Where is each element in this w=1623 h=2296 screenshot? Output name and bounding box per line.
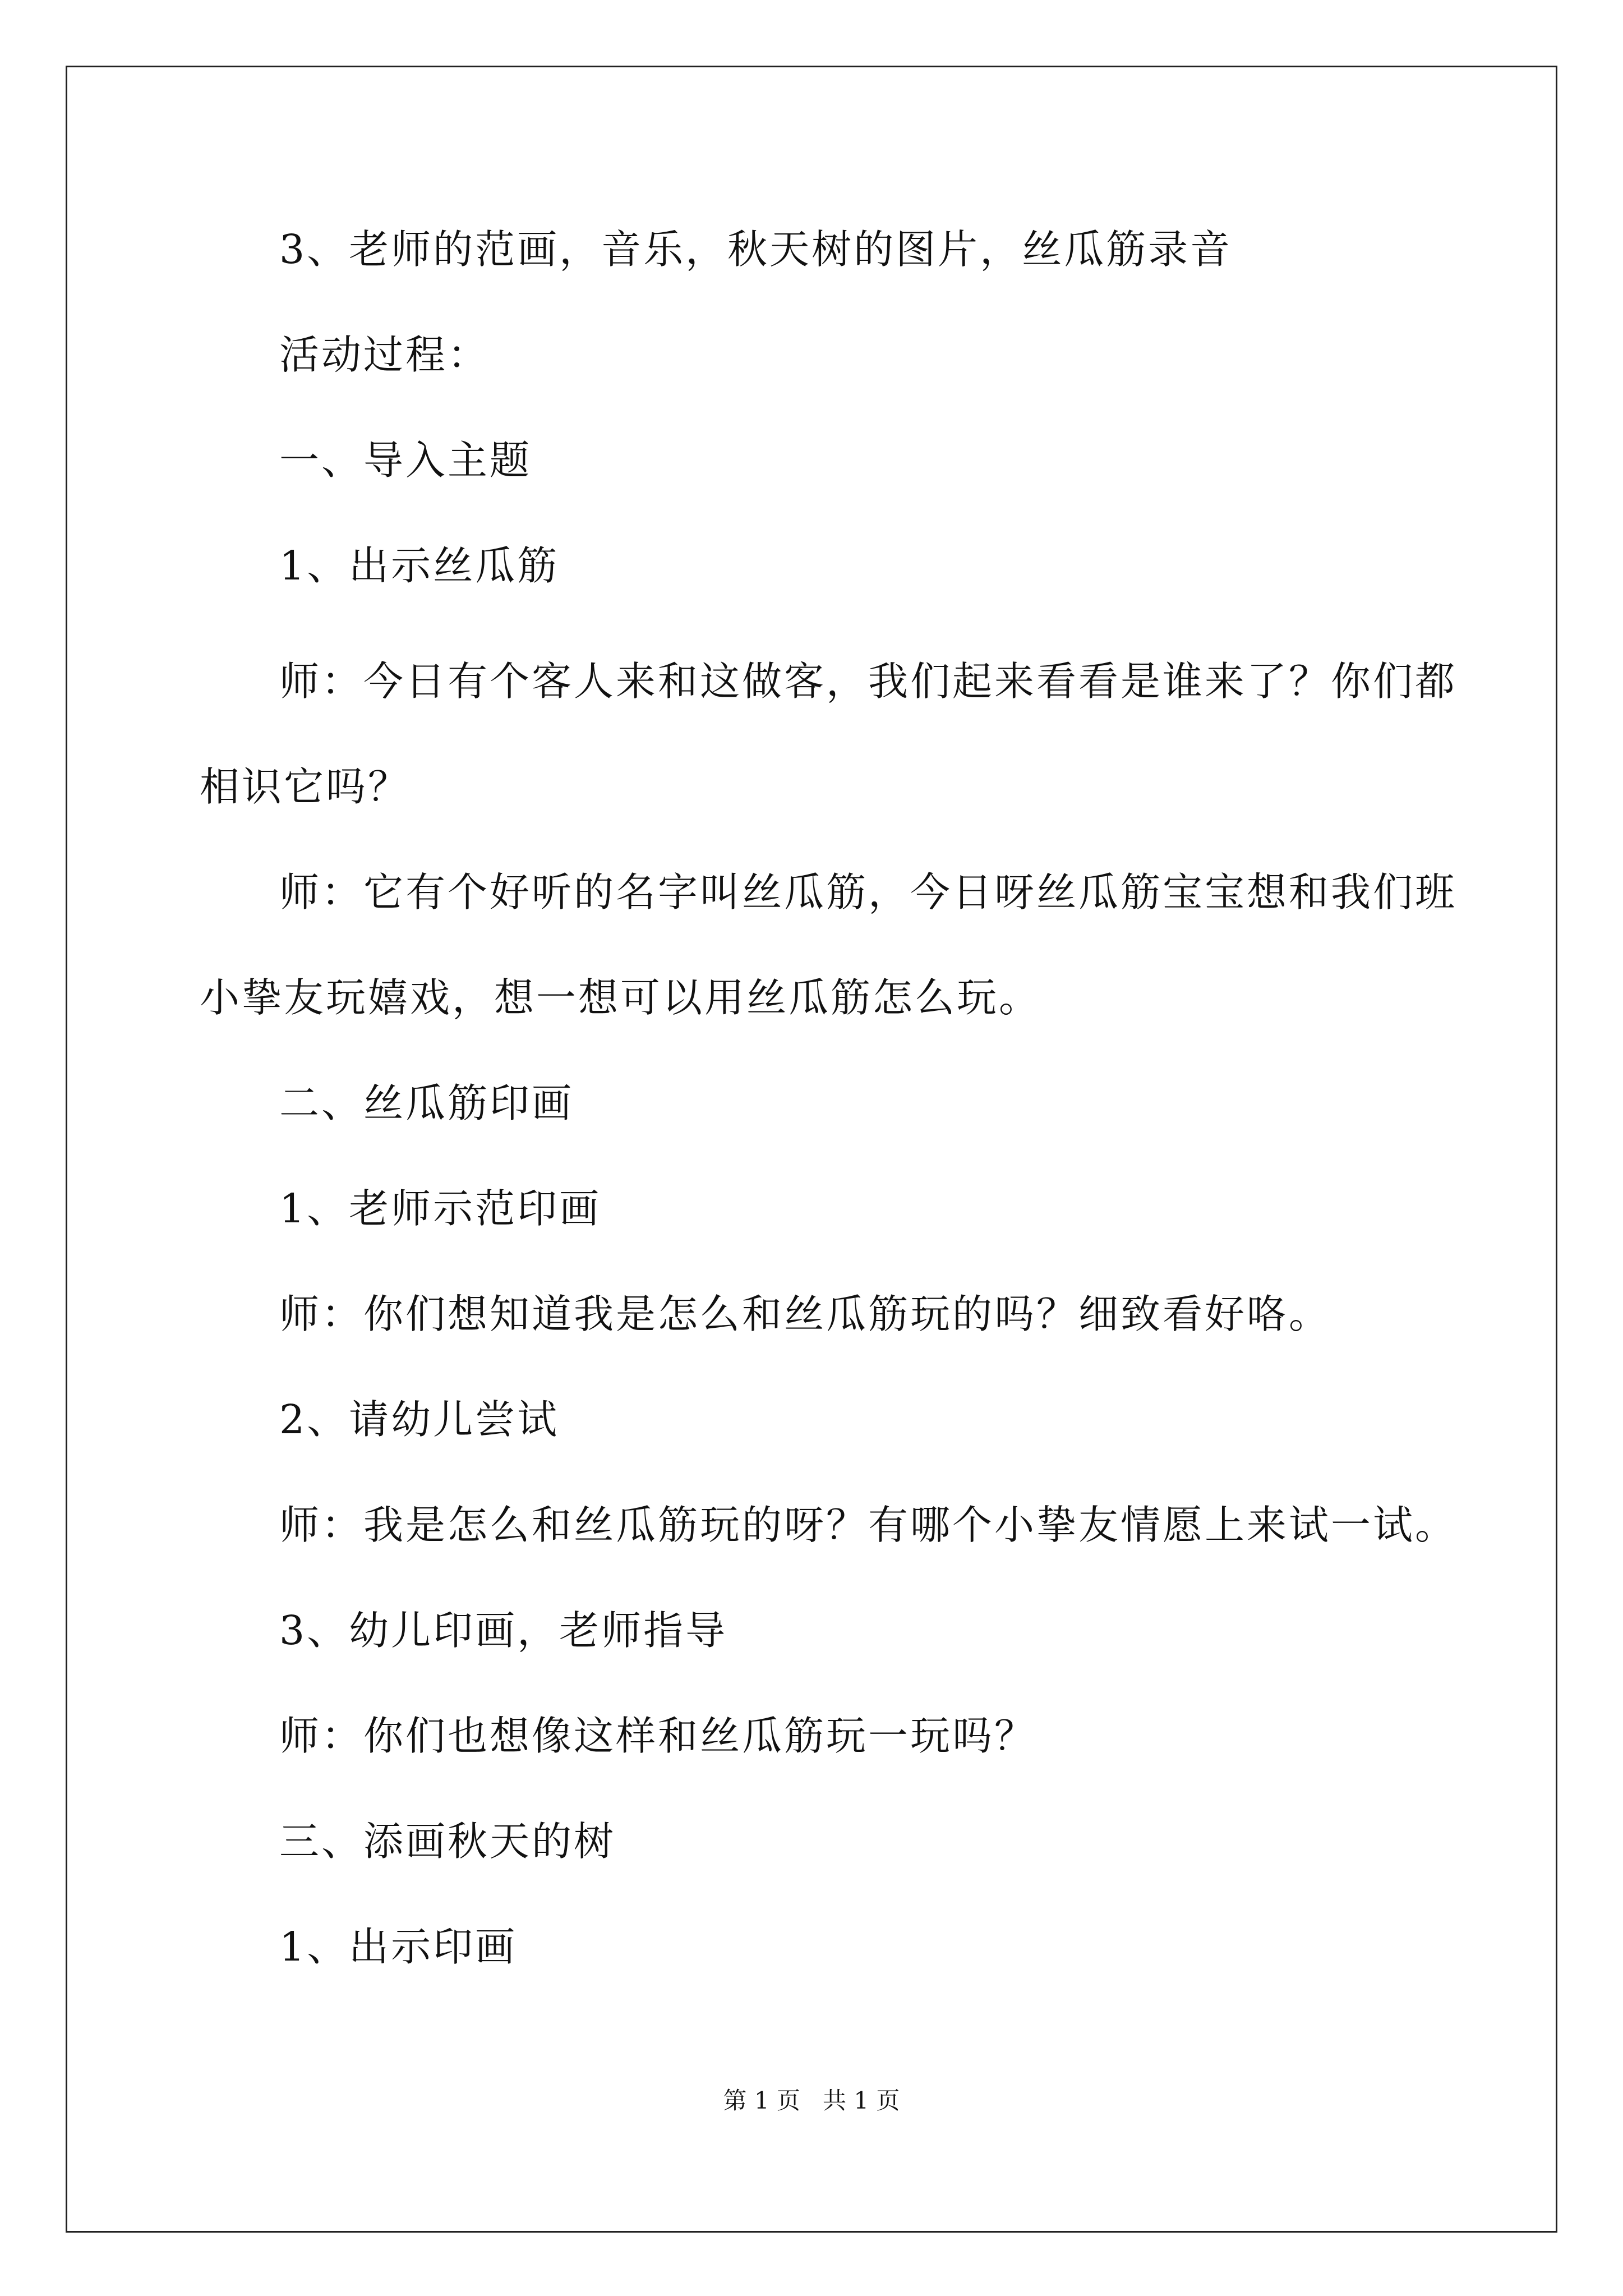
- teacher-line-5: 师：你们也想像这样和丝瓜筋玩一玩吗？: [279, 1713, 1037, 1759]
- teacher-line-2b: 小挚友玩嬉戏，想一想可以用丝瓜筋怎么玩。: [200, 974, 1041, 1021]
- material-line: 3、老师的范画，音乐，秋天树的图片，丝瓜筋录音: [279, 226, 1233, 273]
- step-3-1: 1、出示印画: [279, 1924, 518, 1970]
- teacher-line-1a: 师：今日有个客人来和这做客，我们起来看看是谁来了？你们都: [279, 658, 1458, 705]
- step-1-1: 1、出示丝瓜筋: [279, 542, 560, 589]
- section-heading-3: 三、添画秋天的树: [279, 1818, 616, 1865]
- step-2-2: 2、请幼儿尝试: [279, 1396, 560, 1443]
- step-2-1: 1、老师示范印画: [279, 1185, 602, 1232]
- teacher-line-3: 师：你们想知道我是怎么和丝瓜筋玩的吗？细致看好咯。: [279, 1291, 1331, 1337]
- teacher-line-4: 师：我是怎么和丝瓜筋玩的呀？有哪个小挚友情愿上来试一试。: [279, 1502, 1458, 1548]
- page-footer: 第 1 页 共 1 页: [723, 2087, 900, 2114]
- section-label-activity-process: 活动过程：: [279, 332, 490, 378]
- teacher-line-2a: 师：它有个好听的名字叫丝瓜筋，今日呀丝瓜筋宝宝想和我们班: [279, 869, 1458, 915]
- step-2-3: 3、幼儿印画，老师指导: [279, 1607, 728, 1654]
- section-heading-2: 二、丝瓜筋印画: [279, 1080, 574, 1126]
- page-border: [66, 66, 1557, 2233]
- teacher-line-1b: 相识它吗？: [200, 763, 411, 810]
- section-heading-1: 一、导入主题: [279, 437, 532, 484]
